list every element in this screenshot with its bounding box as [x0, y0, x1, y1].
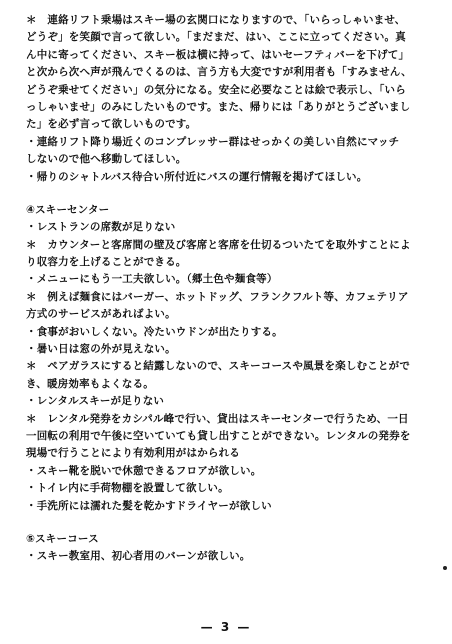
text-line: り収容力を上げることができる。: [26, 256, 187, 269]
text-line: ・帰りのシャトルバス待合い所付近にバスの運行情報を掲げてほしい。: [26, 170, 368, 183]
intro-section: [26, 12, 438, 186]
text-line: どうぞ乗せてください」の気分になる。安全に必要なことは絵で表示し、「いら: [26, 83, 406, 96]
text-line: ＊ ペアガラスにすると結露しないので、スキーコースや風景を楽しむことがで: [26, 360, 411, 373]
text-line: き、暖房効率もよくなる。: [26, 377, 154, 390]
text-line: ・連絡リフト降り場近くのコンプレッサー群はせっかくの美しい自然にマッチ: [26, 135, 400, 148]
text-line: 現場で行うことにより有効利用がはかられる: [26, 447, 240, 460]
ski-course-section: [26, 548, 438, 565]
text-line: ＊ カウンターと客席間の壁及び客席と客席を仕切るついたてを取外すことによ: [26, 238, 411, 251]
ski-center-section: [26, 219, 438, 515]
text-line: ・スキー靴を脱いで休憩できるフロアが欲しい。: [26, 464, 262, 477]
text-line: ・メニューにもう一工夫欲しい。（郷土色や麺食等）: [26, 273, 278, 286]
text-line: しないので他へ移動してほしい。: [26, 153, 187, 166]
text-line: ＊ レンタル発券をカシパル峰で行い、貸出はスキーセンターで行うため、一日: [26, 412, 409, 425]
text-line: 方式のサービスがあればよい。: [26, 308, 176, 321]
scan-speck: [443, 566, 447, 570]
ski-center-heading: ④スキーセンター: [26, 203, 110, 216]
text-line: ・手洗所には濡れた髪を乾かすドライヤーが欲しい: [26, 499, 272, 512]
body-text: [26, 12, 438, 566]
text-line: 一回転の利用で午後に空いていても貸し出すことができない。レンタルの発券を: [26, 429, 411, 442]
text-line: ＊ 例えば麺食にはバーガー、ホットドッグ、フランクフルト等、カフェテリア: [26, 290, 409, 303]
ski-course-heading: ⑤スキーコース: [26, 532, 99, 545]
text-line: た」を必ず言って欲しいものです。: [26, 118, 197, 131]
text-line: ん中に寄ってください、スキー板は横に持って、はいセーフティバーを下げて」: [26, 48, 410, 61]
text-line: ・トイレ内に手荷物棚を設置して欲しい。: [26, 482, 229, 495]
text-line: ＊ 連絡リフト乗場はスキー場の玄関口になりますので、「いらっしゃいませ、: [26, 14, 406, 26]
text-line: ・食事がおいしくない。冷たいウドンが出たりする。: [26, 325, 283, 338]
text-line: っしゃいませ」のみにしたいものです。また、帰りには「ありがとうございまし: [26, 100, 411, 113]
page-number: — 3 —: [200, 620, 252, 634]
text-line: ・レンタルスキーが足りない: [26, 395, 165, 408]
text-line: ・スキー教室用、初心者用のバーンが欲しい。: [26, 550, 251, 563]
text-line: ・レストランの席数が足りない: [26, 221, 176, 234]
text-line: と次から次へ声が飛んでくるのは、言う方も大変ですが利用者も「すみません、: [26, 66, 412, 79]
text-line: どうぞ」を笑顔で言って欲しい。「まだまだ、はい、ここに立ってください。真: [26, 31, 406, 44]
text-line: ・暑い日は窓の外が見えない。: [26, 343, 176, 356]
